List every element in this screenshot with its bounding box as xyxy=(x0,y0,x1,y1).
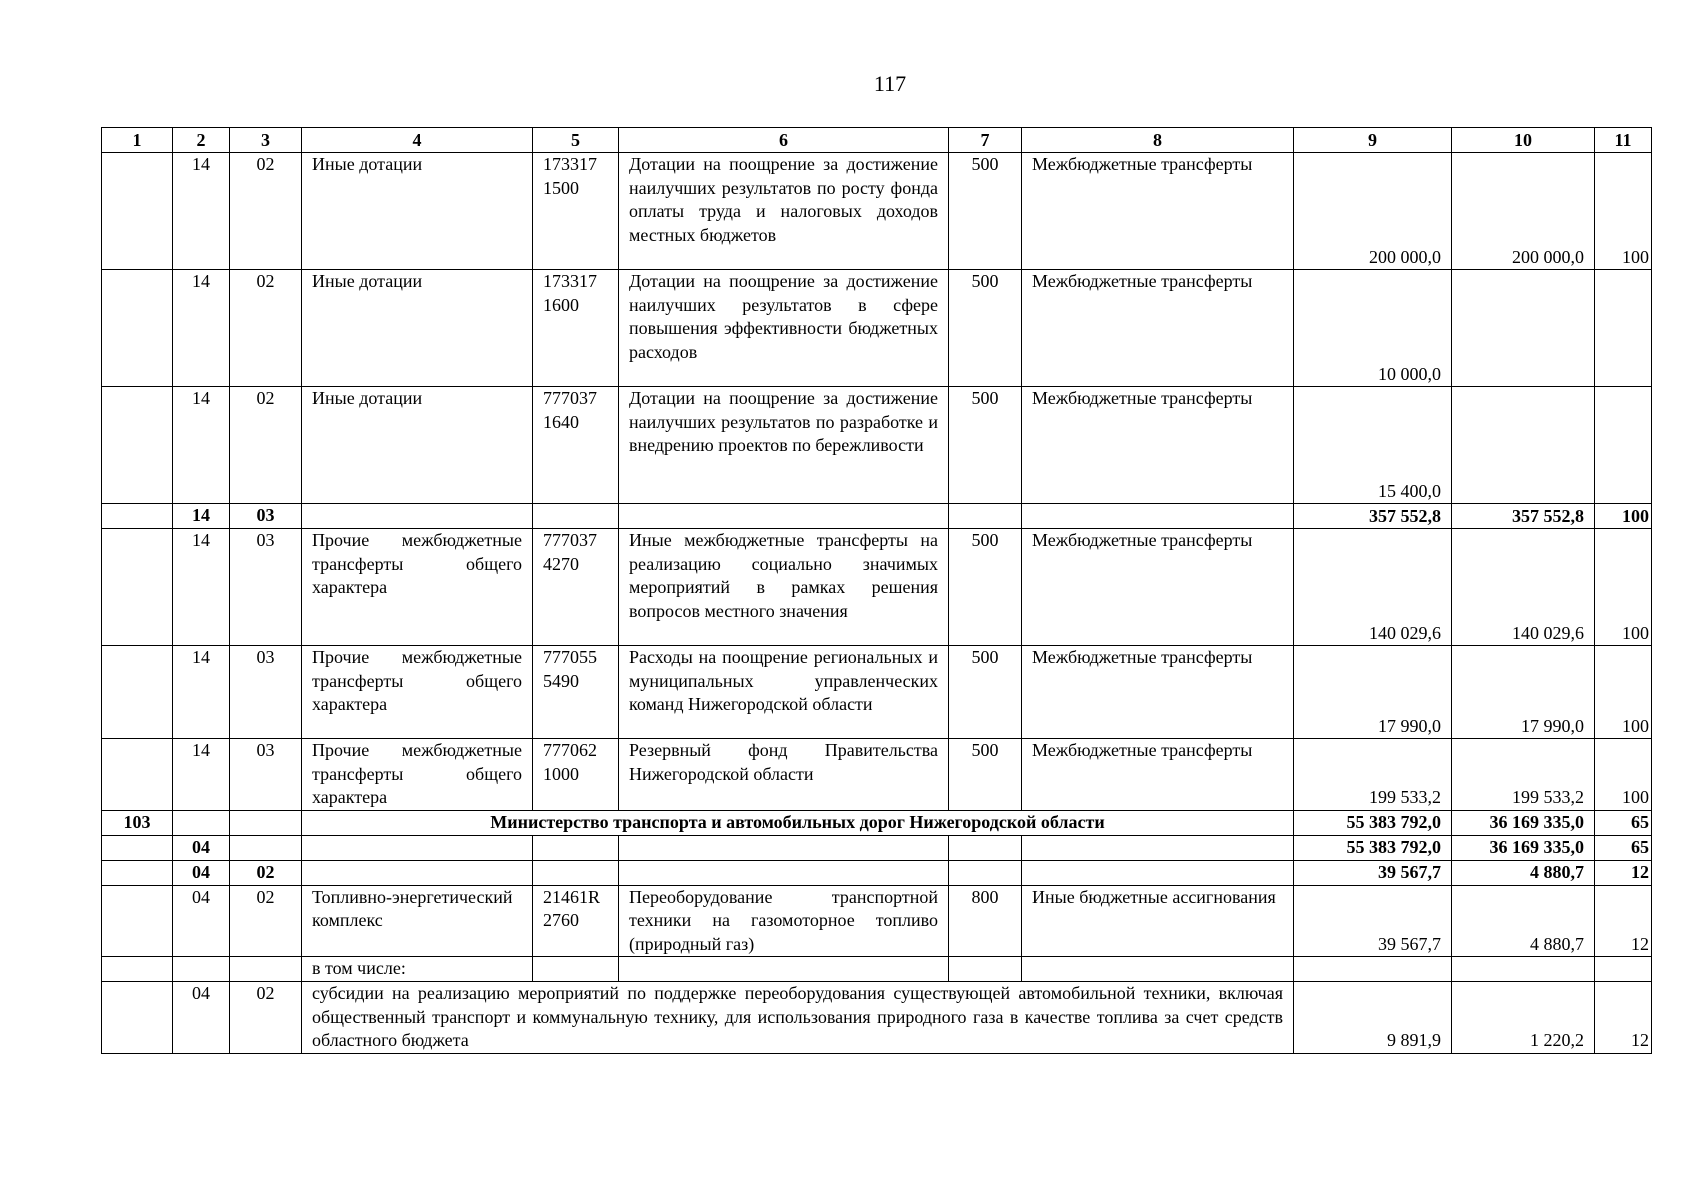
cell-col9: 9 891,9 xyxy=(1294,982,1452,1054)
cell-col7 xyxy=(949,835,1022,860)
cell-col5 xyxy=(533,504,619,529)
cell-col5: 777055 5490 xyxy=(533,646,619,739)
table-row xyxy=(102,387,1652,504)
cell-col7 xyxy=(949,860,1022,885)
cell-col2: 14 xyxy=(173,646,230,739)
cell-col1 xyxy=(102,646,173,739)
cell-col6: Дотации на поощрение за достижение наилучших результатов по росту фонда оплаты труда и налоговых доходов местных бюджетов xyxy=(619,153,949,270)
cell-col11: 12 xyxy=(1595,860,1652,885)
cell-col3: 02 xyxy=(230,387,302,504)
cell-col11: 12 xyxy=(1595,885,1652,957)
cell-col6: Иные межбюджетные трансферты на реализацию социально значимых мероприятий в рамках решения вопросов местного значения xyxy=(619,529,949,646)
cell-col1 xyxy=(102,504,173,529)
cell-col3: 03 xyxy=(230,739,302,811)
cell-col2: 14 xyxy=(173,387,230,504)
cell-col10: 199 533,2 xyxy=(1452,739,1595,811)
cell-col2 xyxy=(173,810,230,835)
cell-col7: 500 xyxy=(949,270,1022,387)
cell-col5 xyxy=(533,835,619,860)
cell-col3: 02 xyxy=(230,860,302,885)
cell-col9: 15 400,0 xyxy=(1294,387,1452,504)
cell-col3: 03 xyxy=(230,646,302,739)
cell-col2: 14 xyxy=(173,739,230,811)
table-row xyxy=(102,270,1652,387)
header-cell: 1 xyxy=(102,128,173,153)
cell-col10 xyxy=(1452,270,1595,387)
cell-col11 xyxy=(1595,270,1652,387)
cell-col2: 14 xyxy=(173,270,230,387)
cell-col6 xyxy=(619,835,949,860)
cell-col1 xyxy=(102,529,173,646)
cell-col11: 100 xyxy=(1595,739,1652,811)
cell-col3 xyxy=(230,835,302,860)
cell-col8 xyxy=(1022,504,1294,529)
cell-col4: Прочие межбюджетные трансферты общего характера xyxy=(302,739,533,811)
cell-col7: 800 xyxy=(949,885,1022,957)
cell-col9: 140 029,6 xyxy=(1294,529,1452,646)
cell-col9: 17 990,0 xyxy=(1294,646,1452,739)
cell-col6 xyxy=(619,860,949,885)
header-cell: 11 xyxy=(1595,128,1652,153)
cell-col2: 14 xyxy=(173,529,230,646)
cell-col5: 173317 1500 xyxy=(533,153,619,270)
cell-col4: Иные дотации xyxy=(302,387,533,504)
cell-col9: 357 552,8 xyxy=(1294,504,1452,529)
cell-col4 xyxy=(302,860,533,885)
header-cell: 8 xyxy=(1022,128,1294,153)
subsidy-description: субсидии на реализацию мероприятий по поддержке переоборудования существующей автомобильной техники, включая общественный транспорт и коммунальную технику, для использования природного газа в качестве топлива за счет средств областного бюджета xyxy=(302,982,1294,1054)
cell-col3: 02 xyxy=(230,982,302,1054)
cell-col11: 12 xyxy=(1595,982,1652,1054)
cell-col7 xyxy=(949,504,1022,529)
cell-col9 xyxy=(1294,957,1452,982)
cell-col3: 03 xyxy=(230,529,302,646)
cell-col6: Резервный фонд Правительства Нижегородской области xyxy=(619,739,949,811)
cell-col11: 65 xyxy=(1595,810,1652,835)
cell-col7: 500 xyxy=(949,153,1022,270)
cell-col8 xyxy=(1022,957,1294,982)
cell-col10: 357 552,8 xyxy=(1452,504,1595,529)
cell-col8: Межбюджетные трансферты xyxy=(1022,270,1294,387)
header-cell: 7 xyxy=(949,128,1022,153)
ministry-title: Министерство транспорта и автомобильных дорог Нижегородской области xyxy=(302,810,1294,835)
cell-col9: 55 383 792,0 xyxy=(1294,835,1452,860)
cell-col6 xyxy=(619,957,949,982)
cell-col4: в том числе: xyxy=(302,957,533,982)
cell-col2: 14 xyxy=(173,504,230,529)
cell-col8 xyxy=(1022,860,1294,885)
cell-col8: Межбюджетные трансферты xyxy=(1022,529,1294,646)
cell-col5 xyxy=(533,957,619,982)
cell-col10 xyxy=(1452,957,1595,982)
cell-col9: 39 567,7 xyxy=(1294,885,1452,957)
cell-col1 xyxy=(102,153,173,270)
cell-col3 xyxy=(230,957,302,982)
table-row xyxy=(102,529,1652,646)
ministry-row xyxy=(102,810,1652,835)
cell-col7: 500 xyxy=(949,529,1022,646)
cell-col11: 100 xyxy=(1595,504,1652,529)
cell-col8: Межбюджетные трансферты xyxy=(1022,646,1294,739)
cell-col11: 65 xyxy=(1595,835,1652,860)
cell-col10: 17 990,0 xyxy=(1452,646,1595,739)
subtotal-row xyxy=(102,504,1652,529)
subtotal-row xyxy=(102,860,1652,885)
cell-col1 xyxy=(102,270,173,387)
cell-col10: 4 880,7 xyxy=(1452,860,1595,885)
cell-col5: 21461R 2760 xyxy=(533,885,619,957)
cell-col8: Межбюджетные трансферты xyxy=(1022,739,1294,811)
cell-col3: 02 xyxy=(230,153,302,270)
cell-col4 xyxy=(302,504,533,529)
cell-col4: Прочие межбюджетные трансферты общего характера xyxy=(302,529,533,646)
cell-col3: 02 xyxy=(230,270,302,387)
cell-col8: Межбюджетные трансферты xyxy=(1022,153,1294,270)
header-cell: 2 xyxy=(173,128,230,153)
cell-col7 xyxy=(949,957,1022,982)
cell-col5: 777062 1000 xyxy=(533,739,619,811)
cell-col7: 500 xyxy=(949,646,1022,739)
header-cell: 9 xyxy=(1294,128,1452,153)
cell-col8 xyxy=(1022,835,1294,860)
cell-col2 xyxy=(173,957,230,982)
table-row xyxy=(102,982,1652,1054)
cell-col5: 777037 4270 xyxy=(533,529,619,646)
cell-col4: Прочие межбюджетные трансферты общего характера xyxy=(302,646,533,739)
cell-col1: 103 xyxy=(102,810,173,835)
cell-col10: 36 169 335,0 xyxy=(1452,835,1595,860)
cell-col10: 1 220,2 xyxy=(1452,982,1595,1054)
subtotal-row xyxy=(102,835,1652,860)
cell-col9: 199 533,2 xyxy=(1294,739,1452,811)
header-cell: 4 xyxy=(302,128,533,153)
header-cell: 3 xyxy=(230,128,302,153)
cell-col10: 36 169 335,0 xyxy=(1452,810,1595,835)
cell-col11: 100 xyxy=(1595,529,1652,646)
cell-col10: 140 029,6 xyxy=(1452,529,1595,646)
cell-col4: Иные дотации xyxy=(302,270,533,387)
cell-col1 xyxy=(102,860,173,885)
cell-col9: 200 000,0 xyxy=(1294,153,1452,270)
cell-col2: 14 xyxy=(173,153,230,270)
cell-col5: 777037 1640 xyxy=(533,387,619,504)
cell-col6: Дотации на поощрение за достижение наилучших результатов в сфере повышения эффективности бюджетных расходов xyxy=(619,270,949,387)
cell-col3: 02 xyxy=(230,885,302,957)
cell-col9: 55 383 792,0 xyxy=(1294,810,1452,835)
cell-col1 xyxy=(102,885,173,957)
cell-col5 xyxy=(533,860,619,885)
cell-col5: 173317 1600 xyxy=(533,270,619,387)
cell-col9: 39 567,7 xyxy=(1294,860,1452,885)
cell-col4: Топливно-энергетический комплекс xyxy=(302,885,533,957)
table-row xyxy=(102,739,1652,811)
page-number: 117 xyxy=(873,71,907,96)
cell-col6: Дотации на поощрение за достижение наилучших результатов по разработке и внедрению проектов по бережливости xyxy=(619,387,949,504)
cell-col1 xyxy=(102,982,173,1054)
cell-col10: 200 000,0 xyxy=(1452,153,1595,270)
cell-col10 xyxy=(1452,387,1595,504)
cell-col1 xyxy=(102,835,173,860)
cell-col1 xyxy=(102,957,173,982)
cell-col2: 04 xyxy=(173,835,230,860)
table-row xyxy=(102,646,1652,739)
cell-col2: 04 xyxy=(173,885,230,957)
cell-col2: 04 xyxy=(173,860,230,885)
cell-col7: 500 xyxy=(949,387,1022,504)
cell-col7: 500 xyxy=(949,739,1022,811)
header-cell: 5 xyxy=(533,128,619,153)
cell-col9: 10 000,0 xyxy=(1294,270,1452,387)
cell-col3 xyxy=(230,810,302,835)
cell-col1 xyxy=(102,739,173,811)
cell-col1 xyxy=(102,387,173,504)
cell-col2: 04 xyxy=(173,982,230,1054)
cell-col3: 03 xyxy=(230,504,302,529)
header-cell: 10 xyxy=(1452,128,1595,153)
cell-col8: Межбюджетные трансферты xyxy=(1022,387,1294,504)
table-row xyxy=(102,885,1652,957)
cell-col11: 100 xyxy=(1595,646,1652,739)
table-header-row xyxy=(102,128,1652,153)
table-row xyxy=(102,153,1652,270)
budget-table xyxy=(101,127,1652,1054)
cell-col6: Расходы на поощрение региональных и муниципальных управленческих команд Нижегородской области xyxy=(619,646,949,739)
header-cell: 6 xyxy=(619,128,949,153)
cell-col11 xyxy=(1595,957,1652,982)
cell-col4: Иные дотации xyxy=(302,153,533,270)
cell-col6: Переоборудование транспортной техники на газомоторное топливо (природный газ) xyxy=(619,885,949,957)
cell-col4 xyxy=(302,835,533,860)
cell-col8: Иные бюджетные ассигнования xyxy=(1022,885,1294,957)
table-row xyxy=(102,957,1652,982)
cell-col11 xyxy=(1595,387,1652,504)
cell-col11: 100 xyxy=(1595,153,1652,270)
cell-col10: 4 880,7 xyxy=(1452,885,1595,957)
cell-col6 xyxy=(619,504,949,529)
